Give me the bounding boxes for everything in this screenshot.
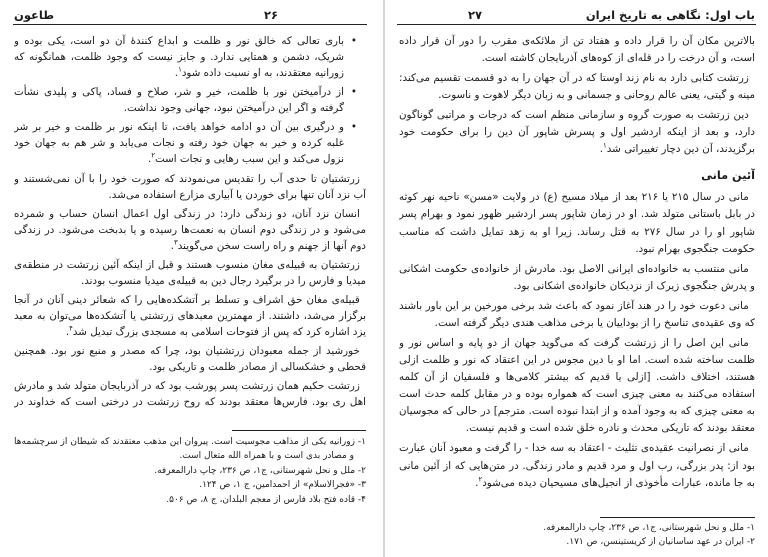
sentence-end: . <box>65 326 70 339</box>
footnote: ۴- قاده فتح بلاد فارس از معجم البلدان، ج ۸، ص ۵۰۶. <box>166 494 366 505</box>
section-heading: آئین مانی <box>701 167 755 182</box>
paragraph-text: مانی این اصل را از زرتشت گرفت که می‌گوید جهان از دو پایه و اساس نور و ظلمت ساخته شده است. اما او با دین مجوس در این اعتقاد که نور و ظلمت ازلی هستند، اختلاف داشت. [ازلی یا قدیم که بیشتر کلامی‌ها و فلسفیان از آن کلمه استفاده می‌کنند به معنی چیزی است که همواره بوده و در مقابل کلمه حدث است به معنی چیزی که به وجود آمده و از ابتدا نبوده است. مترجم] در حالی که مجوسیان معتقد بودند که تاریکی محدث و نادره خلق شده است و قدیم نیست. <box>399 336 755 435</box>
footnote-ref: ۲ <box>151 152 156 161</box>
running-title: باب اول: نگاهی به تاریخ ایران <box>585 8 755 22</box>
footnote-ref: ۱ <box>603 142 607 151</box>
page-number: ۲۷ <box>468 8 483 22</box>
paragraph <box>399 261 755 295</box>
left-page <box>0 0 383 557</box>
footnote-ref: ۲ <box>478 475 483 484</box>
paragraph <box>14 292 366 340</box>
paragraph-text: بالاترین مکان آن را قرار داده و هفتاد تن از ملائکه‌ی مقرب را دور آن قرار داده است، و آن درخت را در قله‌ای از کوه‌های آذربایجان کاشته است. <box>399 35 755 65</box>
paragraph <box>14 206 366 254</box>
paragraph <box>399 189 755 257</box>
bullet-text: باری تعالی که خالق نور و ظلمت و ابداع کنندهٔ آن دو است، یکی بوده و شریک، دشمن و همتایی ندارد. و جایز نیست که وجود ظلمت، همانگونه که زورانیه معتقدند، به او نسبت داده شود <box>14 35 344 80</box>
paragraph-text: دین زرتشت به صورت گروه و سازمانی منظم است که درجات و مراتبی گوناگون دارد، و بعد از اینکه اردشیر اول و پسرش شاپور آن دین را برای حکومت خود برگزیدند، آن دین دچار تغییراتی شد <box>399 109 755 156</box>
bullet-item <box>14 84 366 116</box>
footnote: ۱- ملل و نحل شهرستانی، ج۱، ص ۲۳۶، چاپ دارالمعرفه. <box>543 523 755 533</box>
paragraph <box>399 335 755 437</box>
paragraph <box>399 298 755 332</box>
paragraph-text: مانی منتسب به خانواده‌ای ایرانی الاصل بود. مادرش از خانواده‌ی حکومت اشکانی و پدرش جنگجوی زیرک از نزدیکان خانواده‌ی اشکانی بود. <box>399 262 755 292</box>
paragraph-text: مانی از نصرانیت عقیده‌ی تثلیث - اعتقاد به سه خدا - را گرفت و معبود آنان عبارت بود از: پدر بزرگی، رب اول و مرد قدیم و مادر زندگی. در متن‌هایی که از آئین مانی به جا مانده، عبارات مأخوذی از انجیل‌های مسیحیان دیده می‌شود <box>399 442 755 489</box>
footnote-ref: ۳ <box>174 238 178 247</box>
paragraph-text: مانی دعوت خود را در هند آغاز نمود که باعث شد برخی مورخین بر این باور باشند که وی عقیده‌ی تناسخ را از بوداییان یا برخی مذاهب هندی دیگر گرفته است. <box>399 299 755 329</box>
footnote-ref: ۱ <box>178 65 182 74</box>
footnotes <box>14 435 366 525</box>
running-title: طاعون <box>14 8 55 22</box>
bullet-list <box>14 33 366 168</box>
sentence-end: . <box>170 239 175 252</box>
footnote-ref: ۴ <box>69 324 73 333</box>
bullet-text: از درآمیختن نور با ظلمت، خیر و شر، صلاح و فساد، پاکی و پلیدی نشأت گرفته و اگر این درآمیختن نبود، جهانی وجود نداشت. <box>14 86 344 115</box>
footnote: ۲- ملل و نحل شهرستانی، ج۱، ص ۲۳۶، چاپ دارالمعرفه. <box>154 465 366 476</box>
paragraph <box>14 378 366 410</box>
header-rule <box>397 24 756 25</box>
footnote: ۱- زورانیه یکی از مذاهب مجوسیت است. پیروان این مذهب معتقدند که شیطان از سرچشمه‌ها و مصادر بدی است و با همراه الله متعال است. <box>14 437 366 462</box>
bullet-item <box>14 33 366 81</box>
paragraph-text: خورشید از جمله معبودان زرتشتیان بود، چرا که مصدر و منبع نور بود. همچنین قحطی و خشکسالی از مصادر ظلمت و تاریکی بود. <box>14 345 366 374</box>
footnote-separator <box>600 517 755 518</box>
paragraph <box>399 107 755 158</box>
footnote: ۳- «فجرالاسلام» از احمدامین، ج ۱، ص ۱۲۴. <box>199 480 366 491</box>
bullet-text: و درگیری بین آن دو ادامه خواهد یافت، تا اینکه نور بر ظلمت و خیر بر شر غلبه کرده و خیر به جهان خود رفته و نجات می‌یابد و شر هم به جهان خود نزول می‌کند و این سبب رهایی و نجات است <box>14 121 344 166</box>
paragraph <box>14 343 366 375</box>
paragraph-text: زرتشت کتابی دارد به نام زند اوستا که در آن جهان را به دو قسمت تقسیم می‌کند: مینه و گیتی، یعنی عالم روحانی و جسمانی و به زبان دیگر لاهوت و ناسوت. <box>399 72 755 102</box>
sentence-end: . <box>599 143 604 156</box>
paragraph <box>399 33 755 67</box>
paragraph <box>14 257 366 289</box>
bullet-item <box>14 119 366 167</box>
footnote-separator <box>232 430 366 431</box>
paragraph-text: زرتشتیان تا حدی آب را تقدیس می‌نمودند که صورت خود را با آن نمی‌شستند و آب نزد آنان تنها برای خوردن یا آبیاری مزارع استفاده می‌شد. <box>14 172 366 201</box>
page-body <box>14 33 366 425</box>
paragraph-text: انسان نزد آنان، دو زندگی دارد: در زندگی اول اعمال انسان حساب و شمرده می‌شود و در زندگی دوم انسان به نعمت‌ها رسیده و یا بدبخت می‌شود. در زندگی دوم آنها از جهنم و راه راست سخن می‌گویند <box>14 207 366 252</box>
page-number: ۲۶ <box>264 8 279 22</box>
paragraph <box>14 171 366 203</box>
footnote: ۲- ایران در عهد ساسانیان از کریستینسن، ص ۱۷۱. <box>566 537 755 548</box>
paragraph-text: مانی در سال ۲۱۵ یا ۲۱۶ بعد از میلاد مسیح (ع) در ولایت «مسن» ناحیه نهر کوثه در بابل باستانی متولد شد. او در زمان شاپور پسر اردشیر ظهور نمود و بهرام پسر شاپور او را در سال ۲۷۶ به قتل رساند. زیرا او به زهد تمایل داشت که مناسب حکومت جنگجوی بهرام نبود. <box>399 191 755 255</box>
paragraph-text: زرتشت حکیم همان زرتشت پسر پورشب بود که در آذربایجان متولد شد و مادرش اهل ری بود. فارس‌ها معتقد بودند که روح زرتشت در درختی است که خداوند در <box>14 380 366 409</box>
paragraph-text: قبیله‌ی مغان حق اشراف و تسلط بر آتشکده‌هایی را که شعائر دینی آنان در آنجا برگزار می‌شد، داشتند. از مهمترین معبدهای زرتشتی یا آتشکده‌ها می‌توان به معبد یزد اشاره کرد که پس از فتوحات اسلامی به مسجدی بزرگ تبدیل شد <box>14 293 366 339</box>
right-page <box>385 0 768 557</box>
paragraph <box>399 70 755 104</box>
header-rule <box>13 24 367 25</box>
page-body <box>399 33 755 511</box>
footnotes <box>399 521 755 555</box>
paragraph-text: زرتشتیان به قبیله‌ی مغان منسوب هستند و قبل از اینکه آئین زرتشت در منطقه‌ی میدیا و فارس را در برگیرد رجال دین به قبیله‌ی میدیا منسوب بودند. <box>14 258 366 287</box>
paragraph <box>399 440 755 491</box>
sentence-end: . <box>174 67 179 80</box>
sentence-end: . <box>475 476 479 489</box>
sentence-end: . <box>147 153 152 166</box>
